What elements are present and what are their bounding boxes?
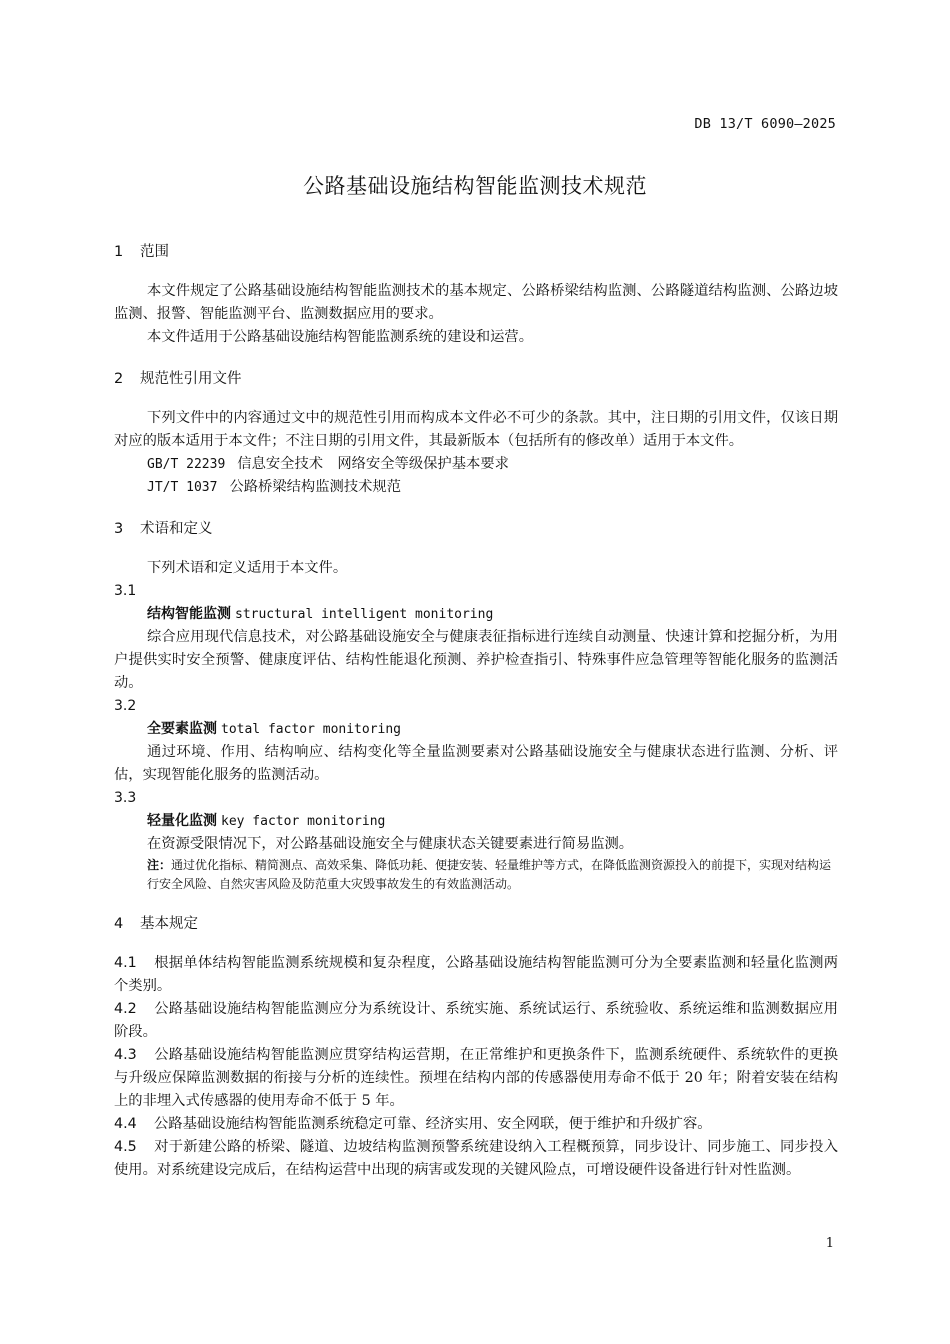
term-heading: [114, 603, 838, 626]
section-heading-2: [114, 367, 838, 391]
clause-number: 4.4: [114, 1116, 137, 1132]
clause-text: 根据单体结构智能监测系统规模和复杂程度，公路基础设施结构智能监测可分为全要素监测和轻量化监测两个类别。: [114, 955, 838, 994]
clause-number: 4.2: [114, 1001, 137, 1017]
term-english: key factor monitoring: [221, 814, 386, 829]
clause: [114, 1113, 838, 1136]
clause-number: 4.3: [114, 1047, 137, 1063]
term-english: total factor monitoring: [221, 722, 402, 737]
clause: [114, 1136, 838, 1182]
document-body: [114, 240, 838, 1182]
section-number: 1: [114, 244, 124, 260]
term-chinese: 全要素监测: [147, 721, 217, 737]
terms-intro: 下列术语和定义适用于本文件。: [147, 560, 348, 576]
section-title: 基本规定: [140, 916, 198, 932]
note-text: 通过优化指标、精简测点、高效采集、降低功耗、便捷安装、轻量维护等方式，在降低监测资源投入的前提下，实现对结构运行安全风险、自然灾害风险及防范重大灾毁事故发生的有效监测活动。: [147, 858, 832, 891]
scope-paragraph: 本文件适用于公路基础设施结构智能监测系统的建设和运营。: [147, 329, 534, 345]
term-definition: 在资源受限情况下，对公路基础设施安全与健康状态关键要素进行简易监测。: [147, 836, 634, 852]
clause-number: 4.1: [114, 955, 137, 971]
clause: [114, 952, 838, 998]
section-title: 规范性引用文件: [140, 371, 242, 387]
reference-title: 公路桥梁结构监测技术规范: [229, 479, 402, 495]
section-title: 范围: [140, 244, 169, 260]
section-number: 4: [114, 916, 124, 932]
clause: [114, 1044, 838, 1113]
reference-title: 信息安全技术 网络安全等级保护基本要求: [237, 456, 509, 472]
section-heading-1: [114, 240, 838, 264]
term-number: 3.1: [114, 583, 137, 599]
term-number: 3.2: [114, 698, 137, 714]
term-chinese: 轻量化监测: [147, 813, 217, 829]
reference-code: JT/T 1037: [147, 480, 218, 495]
reference-code: GB/T 22239: [147, 457, 226, 472]
clause-text: 公路基础设施结构智能监测应贯穿结构运营期，在正常维护和更换条件下，监测系统硬件、系统软件的更换与升级应保障监测数据的衔接与分析的连续性。预埋在结构内部的传感器使用寿命不低于 20 年；附着安装在结构上的非埋入式传感器的使用寿命不低于 5 年。: [114, 1047, 838, 1109]
references-intro: 下列文件中的内容通过文中的规范性引用而构成本文件必不可少的条款。其中，注日期的引用文件，仅该日期对应的版本适用于本文件；不注日期的引用文件，其最新版本（包括所有的修改单）适用于本文件。: [114, 410, 838, 449]
term-english: structural intelligent monitoring: [235, 607, 494, 622]
reference-item: [114, 453, 838, 476]
section-heading-4: [114, 912, 838, 936]
section-number: 3: [114, 521, 124, 537]
reference-item: [114, 476, 838, 499]
term-definition: 综合应用现代信息技术，对公路基础设施安全与健康表征指标进行连续自动测量、快速计算和挖掘分析，为用户提供实时安全预警、健康度评估、结构性能退化预测、养护检查指引、特殊事件应急管理等智能化服务的监测活动。: [114, 629, 838, 691]
document-id: DB 13/T 6090—2025: [694, 116, 836, 132]
clause-text: 对于新建公路的桥梁、隧道、边坡结构监测预警系统建设纳入工程概预算，同步设计、同步施工、同步投入使用。对系统建设完成后，在结构运营中出现的病害或发现的关键风险点，可增设硬件设备进行针对性监测。: [114, 1139, 838, 1178]
term-definition: 通过环境、作用、结构响应、结构变化等全量监测要素对公路基础设施安全与健康状态进行监测、分析、评估，实现智能化服务的监测活动。: [114, 744, 838, 783]
section-heading-3: [114, 517, 838, 541]
clause-text: 公路基础设施结构智能监测系统稳定可靠、经济实用、安全网联，便于维护和升级扩容。: [154, 1116, 712, 1132]
clause-number: 4.5: [114, 1139, 137, 1155]
clause-text: 公路基础设施结构智能监测应分为系统设计、系统实施、系统试运行、系统验收、系统运维和监测数据应用阶段。: [114, 1001, 838, 1040]
clause: [114, 998, 838, 1044]
term-heading: [114, 718, 838, 741]
scope-paragraph: 本文件规定了公路基础设施结构智能监测技术的基本规定、公路桥梁结构监测、公路隧道结构监测、公路边坡监测、报警、智能监测平台、监测数据应用的要求。: [114, 283, 838, 322]
term-number: 3.3: [114, 790, 137, 806]
note-label: 注：: [147, 858, 172, 872]
term-note: [114, 856, 838, 894]
document-title: 公路基础设施结构智能监测技术规范: [303, 174, 647, 198]
page-number: 1: [825, 1236, 834, 1251]
term-chinese: 结构智能监测: [147, 606, 231, 622]
section-number: 2: [114, 371, 124, 387]
term-heading: [114, 810, 838, 833]
section-title: 术语和定义: [140, 521, 213, 537]
